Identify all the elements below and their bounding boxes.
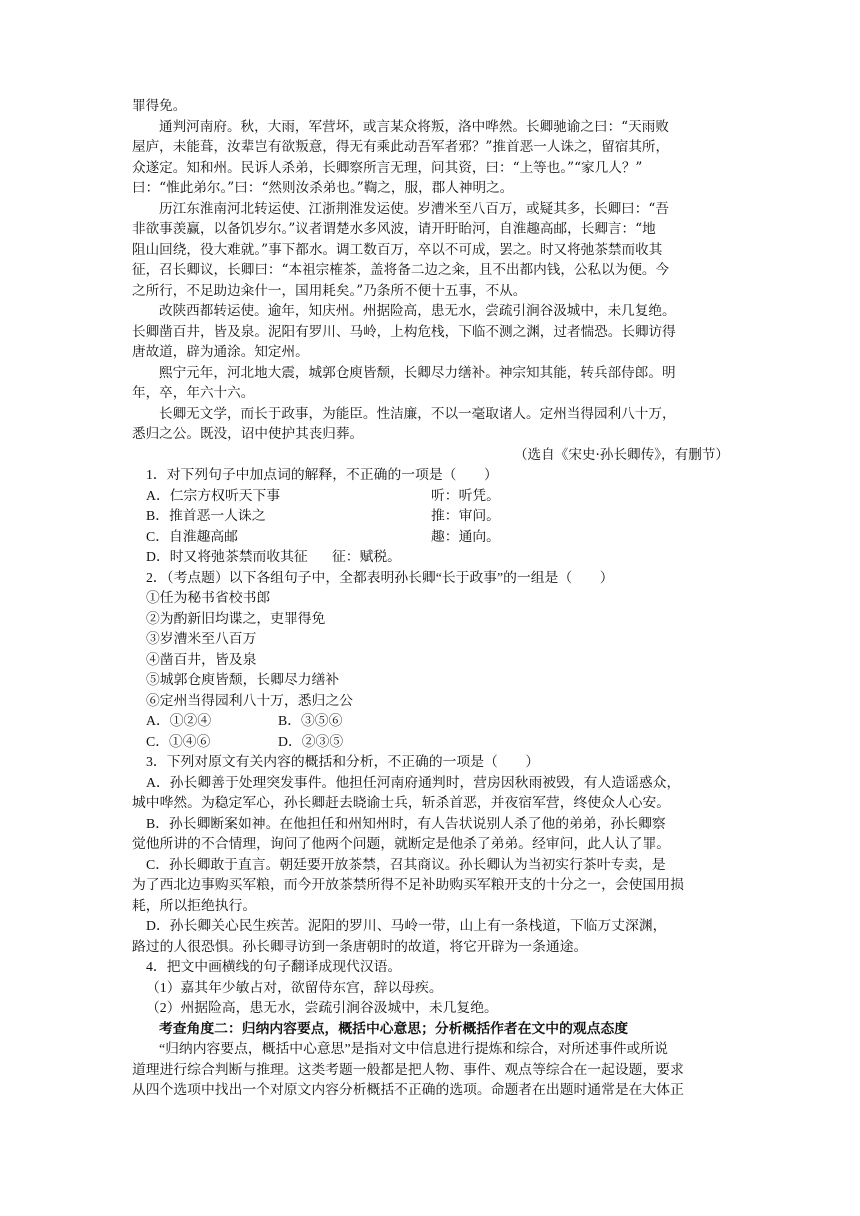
section-line: 道理进行综合判断与推理。这类考题一般都是把人物、事件、观点等综合在一起设题，要求 — [132, 1061, 684, 1077]
passage-line: 改陕西都转运使。逾年，知庆州。州据险高，患无水，尝疏引涧谷汲城中，未几复绝。 — [159, 303, 676, 319]
question-3-line: C．孙长卿敢于直言。朝廷要开放茶禁，召其商议。孙长卿认为当初实行茶叶专卖，是 — [146, 856, 666, 872]
question-3-line: 耗，所以拒绝执行。 — [132, 897, 257, 913]
option-gloss: 听：听凭。 — [431, 487, 500, 503]
section-line: 从四个选项中找出一个对原文内容分析概括不正确的选项。命题者在出题时通常是在大体正 — [132, 1082, 684, 1097]
question-3-line: B．孙长卿断案如神。在他担任和州知州时，有人告状说别人杀了他的弟弟，孙长卿察 — [146, 815, 666, 831]
passage-line: 曰：“惟此弟尔。”曰：“然则汝杀弟也。”鞫之，服，郡人神明之。 — [132, 180, 514, 196]
option-text: B．推首恶一人诛之 — [146, 508, 266, 523]
question-2-choice-c: C．①④⑥ — [146, 733, 211, 749]
question-3-line: 觉他所讲的不合情理，询问了他两个问题，就断定是他杀了弟弟。经审问，此人认了罪。 — [132, 836, 671, 851]
option-text: C．自淮趣高邮 — [146, 528, 238, 544]
question-2-choice-a: A．①②④ — [146, 713, 212, 728]
question-3-line: 城中哗然。为稳定军心，孙长卿赶去晓谕士兵，斩杀首恶，并夜宿军营，终使众人心安。 — [132, 795, 671, 810]
passage-line: 长卿无文学，而长于政事，为能臣。性洁廉，不以一毫取诸人。定州当得园利八十万， — [159, 405, 676, 422]
question-2-choice-d: D．②③⑤ — [278, 733, 344, 749]
question-2-item: ①任为秘书省校书郎 — [146, 590, 271, 605]
passage-line: 非欲事羡赢，以备饥岁尔。”议者谓楚水多风波，请开盱眙河，自淮趣高邮，长卿言：“地 — [132, 221, 656, 237]
passage-line: 唐故道，辟为通涂。知定州。 — [132, 344, 309, 360]
passage-line: 屋庐，未能葺，汝辈岂有欲叛意，得无有乘此动吾军者邪？”推首恶一人诛之，留宿其所， — [132, 139, 670, 155]
question-1-option-c — [132, 527, 737, 548]
question-3-line: 为了西北边事购买军粮，而今开放茶禁所得不足补助购买军粮开支的十分之一，会使国用损 — [132, 877, 684, 892]
passage-line: 征，召长卿议，长卿曰：“本祖宗榷茶，盖将备二边之籴，且不出都内钱，公私以为便。今 — [132, 262, 670, 278]
question-3-line: A．孙长卿善于处理突发事件。他担任河南府通判时，营房因秋雨被毁，有人造谣惑众， — [146, 774, 681, 790]
option-gloss: 征：赋税。 — [332, 549, 401, 564]
document-page — [132, 96, 737, 1101]
passage-line: 罪得免。 — [132, 98, 187, 114]
option-gloss: 推：审问。 — [431, 508, 500, 523]
question-2-item: ⑤城郭仓庾皆颓，长卿尽力缮补 — [146, 672, 340, 687]
question-1-option-b — [132, 506, 737, 527]
question-2-item: ④凿百井，皆及泉 — [146, 651, 257, 667]
passage-line: 阻山回绕，役大难就。”事下都水。调工数百万，卒以不可成，罢之。时又将弛茶禁而收其 — [132, 241, 663, 258]
question-3-line: D．孙长卿关心民生疾苦。泥阳的罗川、马岭一带，山上有一条栈道，下临万丈深渊， — [146, 918, 667, 933]
passage-line: 之所行，不足助边籴什一，国用耗矣。”乃条所不便十五事，不从。 — [132, 282, 527, 299]
question-4-item: （2）州据险高，患无水，尝疏引涧谷汲城中，未几复绝。 — [146, 1000, 498, 1015]
question-2-choices-row — [132, 732, 737, 753]
option-text: A．仁宗方权听天下事 — [146, 487, 281, 503]
question-2-choices-row — [132, 711, 737, 732]
question-3-stem: 3．下列对原文有关内容的概括和分析，不正确的一项是（ ） — [146, 754, 540, 769]
passage-line: 熙宁元年，河北地大震，城郭仓庾皆颓，长卿尽力缮补。神宗知其能，转兵部侍郎。明 — [159, 364, 676, 381]
passage-line: 悉归之公。既没，诏中使护其丧归葬。 — [132, 426, 364, 442]
question-1-stem: 1．对下列句子中加点词的解释，不正确的一项是（ ） — [146, 467, 498, 482]
option-text: D．时又将弛茶禁而收其征 — [146, 549, 308, 564]
passage-line: 通判河南府。秋，大雨，军营坏，或言某众将叛，洛中哗然。长卿驰谕之曰：“天雨败 — [159, 118, 669, 135]
passage-line: 长卿凿百井，皆及泉。泥阳有罗川、马岭，上构危栈，下临不测之渊，过者惴恐。长卿访得 — [132, 323, 676, 340]
question-3-line: 路过的人很恐惧。孙长卿寻访到一条唐朝时的故道，将它开辟为一条通途。 — [132, 938, 588, 954]
option-gloss: 趣：通向。 — [431, 528, 500, 544]
source-citation: （选自《宋史·孙长卿传》，有删节） — [513, 446, 729, 463]
section-line: “归纳内容要点，概括中心意思”是指对文中信息进行提炼和综合，对所述事件或所说 — [159, 1041, 668, 1056]
question-1-option-a — [132, 486, 737, 507]
question-4-stem: 4．把文中画横线的句子翻译成现代汉语。 — [146, 959, 402, 974]
passage-line: 历江东淮南河北转运使、江浙荆淮发运使。岁漕米至八百万，或疑其多，长卿曰：“吾 — [159, 200, 669, 217]
question-4-item: （1）嘉其年少敏占对，欲留侍东宫，辞以母疾。 — [146, 979, 443, 995]
question-2-choice-b: B．③⑤⑥ — [278, 713, 343, 728]
question-2-item: ②为酌新旧均谍之，吏罪得免 — [146, 610, 326, 626]
question-2-stem: 2．（考点题）以下各组句子中，全都表明孙长卿“长于政事”的一组是（ ） — [146, 569, 614, 585]
section-heading: 考查角度二：归纳内容要点，概括中心意思；分析概括作者在文中的观点态度 — [159, 1020, 629, 1036]
passage-line: 年，卒，年六十六。 — [132, 385, 255, 401]
question-2-item: ③岁漕米至八百万 — [146, 631, 257, 646]
passage-line: 众遂定。知和州。民诉人杀弟，长卿察所言无理，问其资，曰：“上等也。”“家几人？” — [132, 159, 643, 176]
question-1-option-d — [132, 547, 737, 568]
question-2-item: ⑥定州当得园利八十万，悉归之公 — [146, 692, 353, 708]
